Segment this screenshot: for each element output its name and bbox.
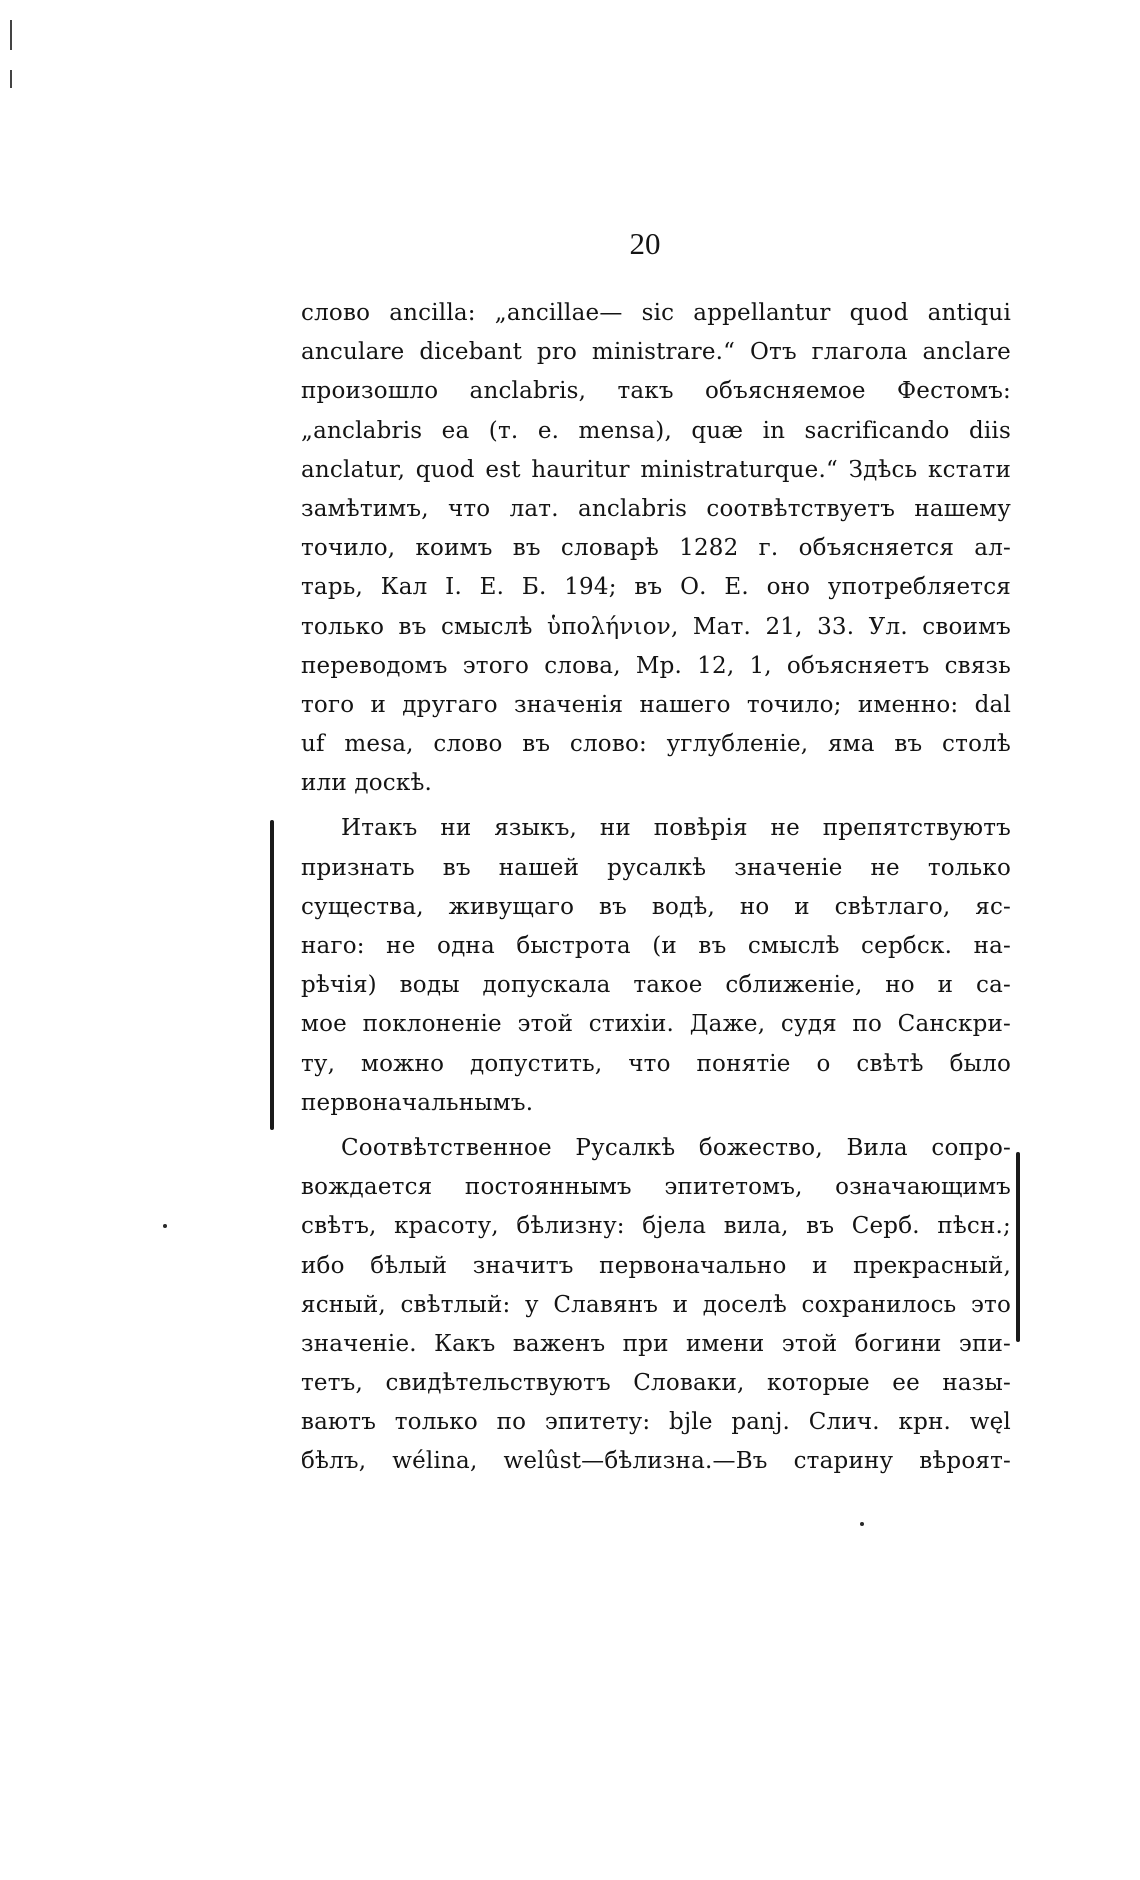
text-line: существа, живущаго въ водѣ, но и свѣтлаго, яс- [301,893,1011,920]
text-line: ту, можно допустить, что понятіе о свѣтѣ было [301,1050,1011,1077]
text-line: или доскѣ. [301,770,433,797]
text-line: наго: не одна быстрота (и въ смыслѣ сербск. на- [301,933,1011,959]
text-line: Соотвѣтственное Русалкѣ божество, Вила сопро- [341,1134,1011,1161]
text-line: точило, коимъ въ словарѣ 1282 г. объясняется ал- [301,535,1011,562]
body-text [301,294,1011,1482]
text-line: переводомъ этого слова, Мр. 12, 1, объясняетъ связь [301,652,1011,679]
paragraph-2 [301,809,1011,1123]
text-line: признать въ нашей русалкѣ значеніе не только [301,854,1011,881]
ink-speck [860,1522,864,1526]
text-line: значеніе. Какъ важенъ при имени этой богини эпи- [301,1330,1011,1357]
text-line: uf mesa, слово въ слово: углубленіе, яма въ столѣ [301,731,1011,758]
text-line: ваютъ только по эпитету: bjle panj. Слич. крн. węl [301,1409,1011,1436]
scan-edge-mark [10,70,12,88]
ink-speck [163,1224,167,1228]
scan-edge-mark [10,20,12,50]
text-line: рѣчія) воды допускала такое сближеніе, но и са- [301,972,1011,999]
text-line: замѣтимъ, что лат. anclabris соотвѣтствуетъ нашему [301,495,1011,522]
text-line: Итакъ ни языкъ, ни повѣрія не препятствуютъ [341,815,1011,842]
text-line: того и другаго значенія нашего точило; именно: dal [301,691,1011,718]
text-line: „anclabris ea (т. е. mensa), quæ in sacrificando diis [301,417,1011,444]
text-line: anculare dicebant pro ministrare.“ Отъ глагола anclare [301,339,1011,366]
paragraph-3 [301,1129,1011,1482]
text-line: бѣлъ, wélina, welûst—бѣлизна.—Въ старину вѣроят- [301,1448,1011,1475]
text-line: тарь, Кал І. Е. Б. 194; въ О. Е. оно употребляется [301,574,1011,601]
text-line: anclatur, quod est hauritur ministraturque.“ Здѣсь кстати [301,456,1011,483]
text-line: слово ancilla: „ancillae— sic appellantur quod antiqui [301,300,1011,326]
text-line: первоначальнымъ. [301,1089,534,1116]
text-line: ясный, свѣтлый: у Славянъ и доселѣ сохранилось это [301,1291,1011,1318]
text-line: произошло anclabris, такъ объясняемое Фестомъ: [301,378,1011,405]
text-line: тетъ, свидѣтельствуютъ Словаки, которые ее назы- [301,1370,1011,1397]
text-line: вождается постояннымъ эпитетомъ, означающимъ [301,1174,1011,1201]
text-line: мое поклоненіе этой стихіи. Даже, судя по Санскри- [301,1011,1011,1038]
text-line: только въ смыслѣ ὑπολήνιον, Мат. 21, 33. Ул. своимъ [301,613,1011,640]
paragraph-1 [301,294,1011,803]
margin-rule-left [270,820,274,1130]
text-line: ибо бѣлый значитъ первоначально и прекрасный, [301,1252,1011,1279]
page-number: 20 [629,226,661,261]
margin-rule-right [1016,1152,1020,1342]
text-line: свѣтъ, красоту, бѣлизну: бјела вила, въ Серб. пѣсн.; [301,1213,1011,1240]
